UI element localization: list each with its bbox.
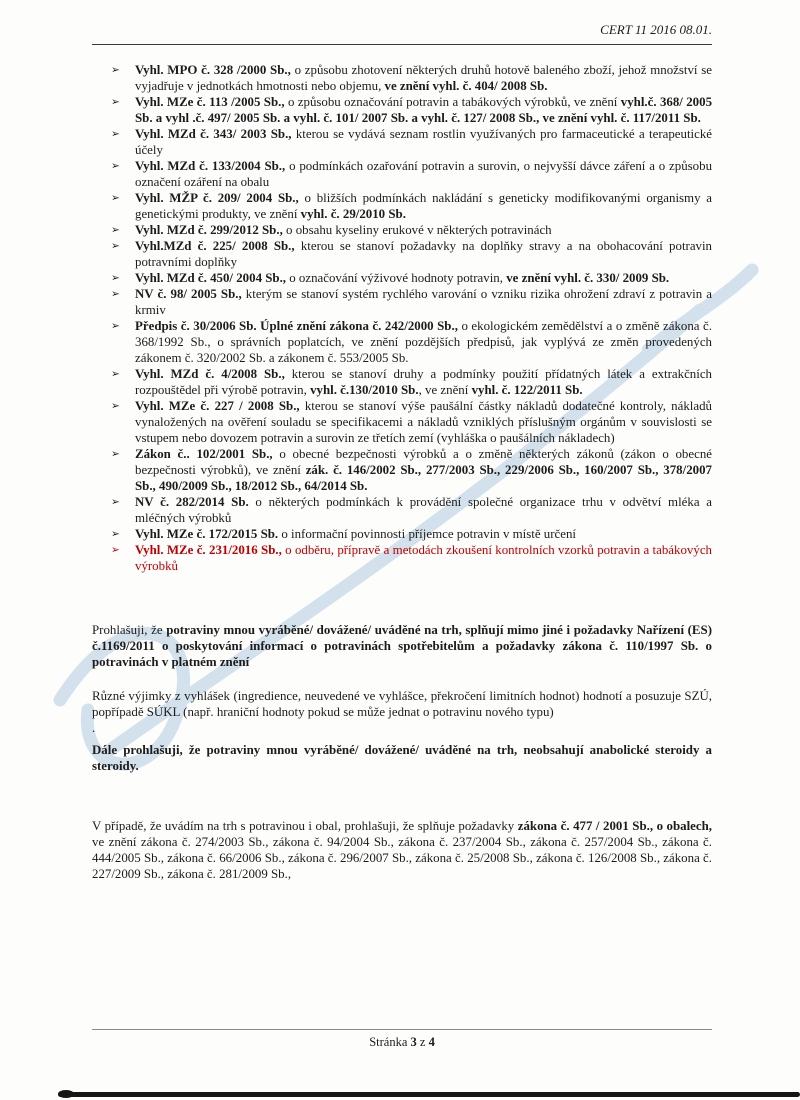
text-segment: Dále prohlašuji, že potraviny mnou vyráběné/ dovážené/ uváděné na trh, neobsahují anabolické steroidy a steroidy. [92, 743, 712, 773]
scan-edge-artifact [58, 1092, 800, 1097]
text-segment: vyhl. č. 29/2010 Sb. [300, 207, 406, 221]
text-segment: kterým se stanoví systém rychlého varování o vzniku rizika ohrožení zdraví z potravin a krmiv [135, 287, 712, 317]
bullet-arrow-icon: ➢ [111, 96, 120, 108]
footer-rule [92, 1029, 712, 1030]
text-segment: ve znění vyhl. č. 404/ 2008 Sb. [384, 79, 548, 93]
regulation-item [110, 446, 712, 494]
text-segment: Vyhl. MPO č. 328 /2000 Sb., [135, 63, 291, 77]
regulation-item [110, 366, 712, 398]
scan-edge-artifact [58, 1090, 74, 1098]
bullet-arrow-icon: ➢ [111, 368, 120, 380]
bullet-arrow-icon: ➢ [111, 288, 120, 300]
text-segment: o způsobu zhotovení některých druhů hotově baleného zboží, jehož množství se vyjadřuje v jednotkách hmotnosti nebo objemu, [135, 63, 712, 93]
document-body [92, 62, 712, 882]
bullet-arrow-icon: ➢ [111, 496, 120, 508]
bullet-arrow-icon: ➢ [111, 400, 120, 412]
regulation-item [110, 270, 712, 286]
text-segment: Stránka [369, 1035, 411, 1049]
text-segment: Vyhl. MZd č. 450/ 2004 Sb., [135, 271, 287, 285]
paragraph [92, 742, 712, 774]
text-segment: kterou se vydává seznam rostlin využívaných pro farmaceutické a terapeutické účely [135, 127, 712, 157]
text-segment: o podmínkách ozařování potravin a surovin, o nejvyšší dávce záření a o způsobu označení ozáření na obalu [135, 159, 713, 189]
text-segment: Vyhl. MZd č. 299/2012 Sb., [135, 223, 283, 237]
bullet-arrow-icon: ➢ [111, 192, 120, 204]
regulation-item [110, 526, 712, 542]
regulation-item [110, 398, 712, 446]
text-segment: zák. č. 146/2002 Sb., 277/2003 Sb., 229/2006 Sb., 160/2007 Sb., 378/2007 Sb., 490/2009 Sb., 18/2012 Sb., 64/2014 Sb. [135, 463, 712, 493]
regulation-item [110, 286, 712, 318]
regulation-item [110, 158, 712, 190]
regulation-item [110, 222, 712, 238]
regulation-item [110, 126, 712, 158]
bullet-arrow-icon: ➢ [111, 448, 120, 460]
bullet-arrow-icon: ➢ [111, 272, 120, 284]
text-segment: o obsahu kyseliny erukové v některých potravinách [282, 223, 552, 237]
bullet-arrow-icon: ➢ [111, 528, 120, 540]
text-segment: o odběru, přípravě a metodách zkoušení kontrolních vzorků potravin a tabákových výrobků [135, 543, 712, 573]
bullet-arrow-icon: ➢ [111, 128, 120, 140]
text-segment: 3 [410, 1035, 417, 1049]
text-segment: V případě, že uvádím na trh s potravinou i obal, prohlašuji, že splňuje požadavky [92, 819, 518, 833]
text-segment: o obecné bezpečnosti výrobků a o změně některých zákonů (zákon o obecné bezpečnosti výrobků), ve znění [135, 447, 712, 477]
header-rule [92, 44, 712, 45]
paragraphs [92, 622, 712, 882]
text-segment: Prohlašuji, že [92, 623, 167, 637]
page-number [92, 1035, 712, 1050]
regulation-item [110, 494, 712, 526]
text-segment: kterou se stanoví výše paušální částky nákladů dodatečné kontroly, nákladů vynaložených na ověření souladu se specifikacemi a nákladů vzniklých příslušným orgánům v souvislosti se vstupem nebo dovozem potravin a surovin ze třetích zemí (vyhláška o paušálních nákladech) [135, 399, 712, 445]
regulation-item [110, 94, 712, 126]
header-doc-code: CERT 11 2016 08.01. [600, 22, 712, 37]
text-segment: Vyhl. MZe č. 227 / 2008 Sb., [135, 399, 300, 413]
text-segment: Různé výjimky z vyhlášek (ingredience, neuvedené ve vyhlášce, překročení limitních hodnot) hodnotí a posuzuje SZÚ, popřípadě SÚKL (např. hraniční hodnoty pokud se může jednat o potravinu nového typu) [92, 689, 712, 719]
text-segment: 4 [428, 1035, 435, 1049]
text-segment: o ekologickém zemědělství a o změně zákona č. 368/1992 Sb., o správních poplatcích, ve znění pozdějších předpisů, jak vyplývá ze změn provedených zákonem č. 320/2002 Sb. a zákonem č. 553/2005 Sb. [135, 319, 712, 365]
text-segment: Zákon č.. 102/2001 Sb., [135, 447, 273, 461]
text-segment: NV č. 98/ 2005 Sb., [135, 287, 242, 301]
text-segment: Vyhl. MZd č. 4/2008 Sb., [135, 367, 285, 381]
paragraph [92, 622, 712, 670]
text-segment: potraviny mnou vyráběné/ dovážené/ uváděné na trh, splňují mimo jiné i požadavky Nařízení (ES) č.1169/2011 o poskytování informací o potravinách spotřebitelům a požadavky zákona č. 110/1997 Sb. o potravinách v platném znění [92, 623, 712, 669]
text-segment: vyhl.č. 368/ 2005 Sb. a vyhl .č. 497/ 2005 Sb. a vyhl. č. 101/ 2007 Sb. a vyhl. č. 127/ 2008 Sb., ve znění vyhl. č. 117/2011 Sb. [135, 95, 713, 125]
regulation-item [110, 190, 712, 222]
text-segment: Předpis č. 30/2006 Sb. Úplné znění zákona č. 242/2000 Sb., [135, 319, 458, 333]
bullet-arrow-icon: ➢ [111, 64, 120, 76]
text-segment: ve znění vyhl. č. 330/ 2009 Sb. [506, 271, 670, 285]
text-segment: Vyhl. MZe č. 172/2015 Sb. [135, 527, 279, 541]
text-segment: . [92, 721, 96, 735]
text-segment: o některých podmínkách k provádění společné organizace trhu v odvětví mléka a mléčných výrobků [135, 495, 712, 525]
text-segment: Vyhl.MZd č. 225/ 2008 Sb., [135, 239, 295, 253]
paragraph [92, 688, 712, 720]
text-segment: o způsobu označování potravin a tabákových výrobků, ve znění [284, 95, 621, 109]
text-segment: Vyhl. MŽP č. 209/ 2004 Sb., [135, 191, 299, 205]
text-segment: Vyhl. MZe č. 113 /2005 Sb., [135, 95, 285, 109]
text-segment: zákona č. 477 / 2001 Sb., o obalech, [517, 819, 712, 833]
regulation-list [92, 62, 712, 574]
text-segment: , ve znění [418, 383, 472, 397]
text-segment: NV č. 282/2014 Sb. [135, 495, 249, 509]
bullet-arrow-icon: ➢ [111, 544, 120, 556]
text-segment: ve znění zákona č. 274/2003 Sb., zákona č. 94/2004 Sb., zákona č. 237/2004 Sb., zákona č. 257/2004 Sb., zákona č. 444/2005 Sb., zákona č. 66/2006 Sb., zákona č. 296/2007 Sb., zákona č. 25/2008 Sb., zákona č. 126/2008 Sb., zákona č. 227/2009 Sb., zákona č. 281/2009 Sb., [92, 835, 712, 881]
paragraph [92, 818, 712, 882]
regulation-item [110, 238, 712, 270]
regulation-item [110, 62, 712, 94]
regulation-item [110, 318, 712, 366]
regulation-item [110, 542, 712, 574]
text-segment: kterou se stanoví požadavky na doplňky stravy a na obohacování potravin potravními doplňky [135, 239, 713, 269]
text-segment: o informační povinnosti příjemce potravin v místě určení [278, 527, 576, 541]
text-segment: o bližších podmínkách nakládání s geneticky modifikovanými organismy a genetickými produkty, ve znění [135, 191, 712, 221]
text-segment: vyhl. č. 122/2011 Sb. [471, 383, 583, 397]
text-segment: Vyhl. MZd č. 133/2004 Sb., [135, 159, 286, 173]
paragraph [92, 720, 712, 736]
text-segment: Vyhl. MZd č. 343/ 2003 Sb., [135, 127, 292, 141]
bullet-arrow-icon: ➢ [111, 320, 120, 332]
text-segment: Vyhl. MZe č. 231/2016 Sb., [135, 543, 282, 557]
text-segment: z [416, 1035, 429, 1049]
bullet-arrow-icon: ➢ [111, 224, 120, 236]
bullet-arrow-icon: ➢ [111, 240, 120, 252]
text-segment: kterou se stanoví druhy a podmínky použití přídatných látek a extrakčních rozpouštědel při výrobě potravin, [135, 367, 712, 397]
bullet-arrow-icon: ➢ [111, 160, 120, 172]
text-segment: vyhl. č.130/2010 Sb. [310, 383, 419, 397]
text-segment: o označování výživové hodnoty potravin, [286, 271, 507, 285]
